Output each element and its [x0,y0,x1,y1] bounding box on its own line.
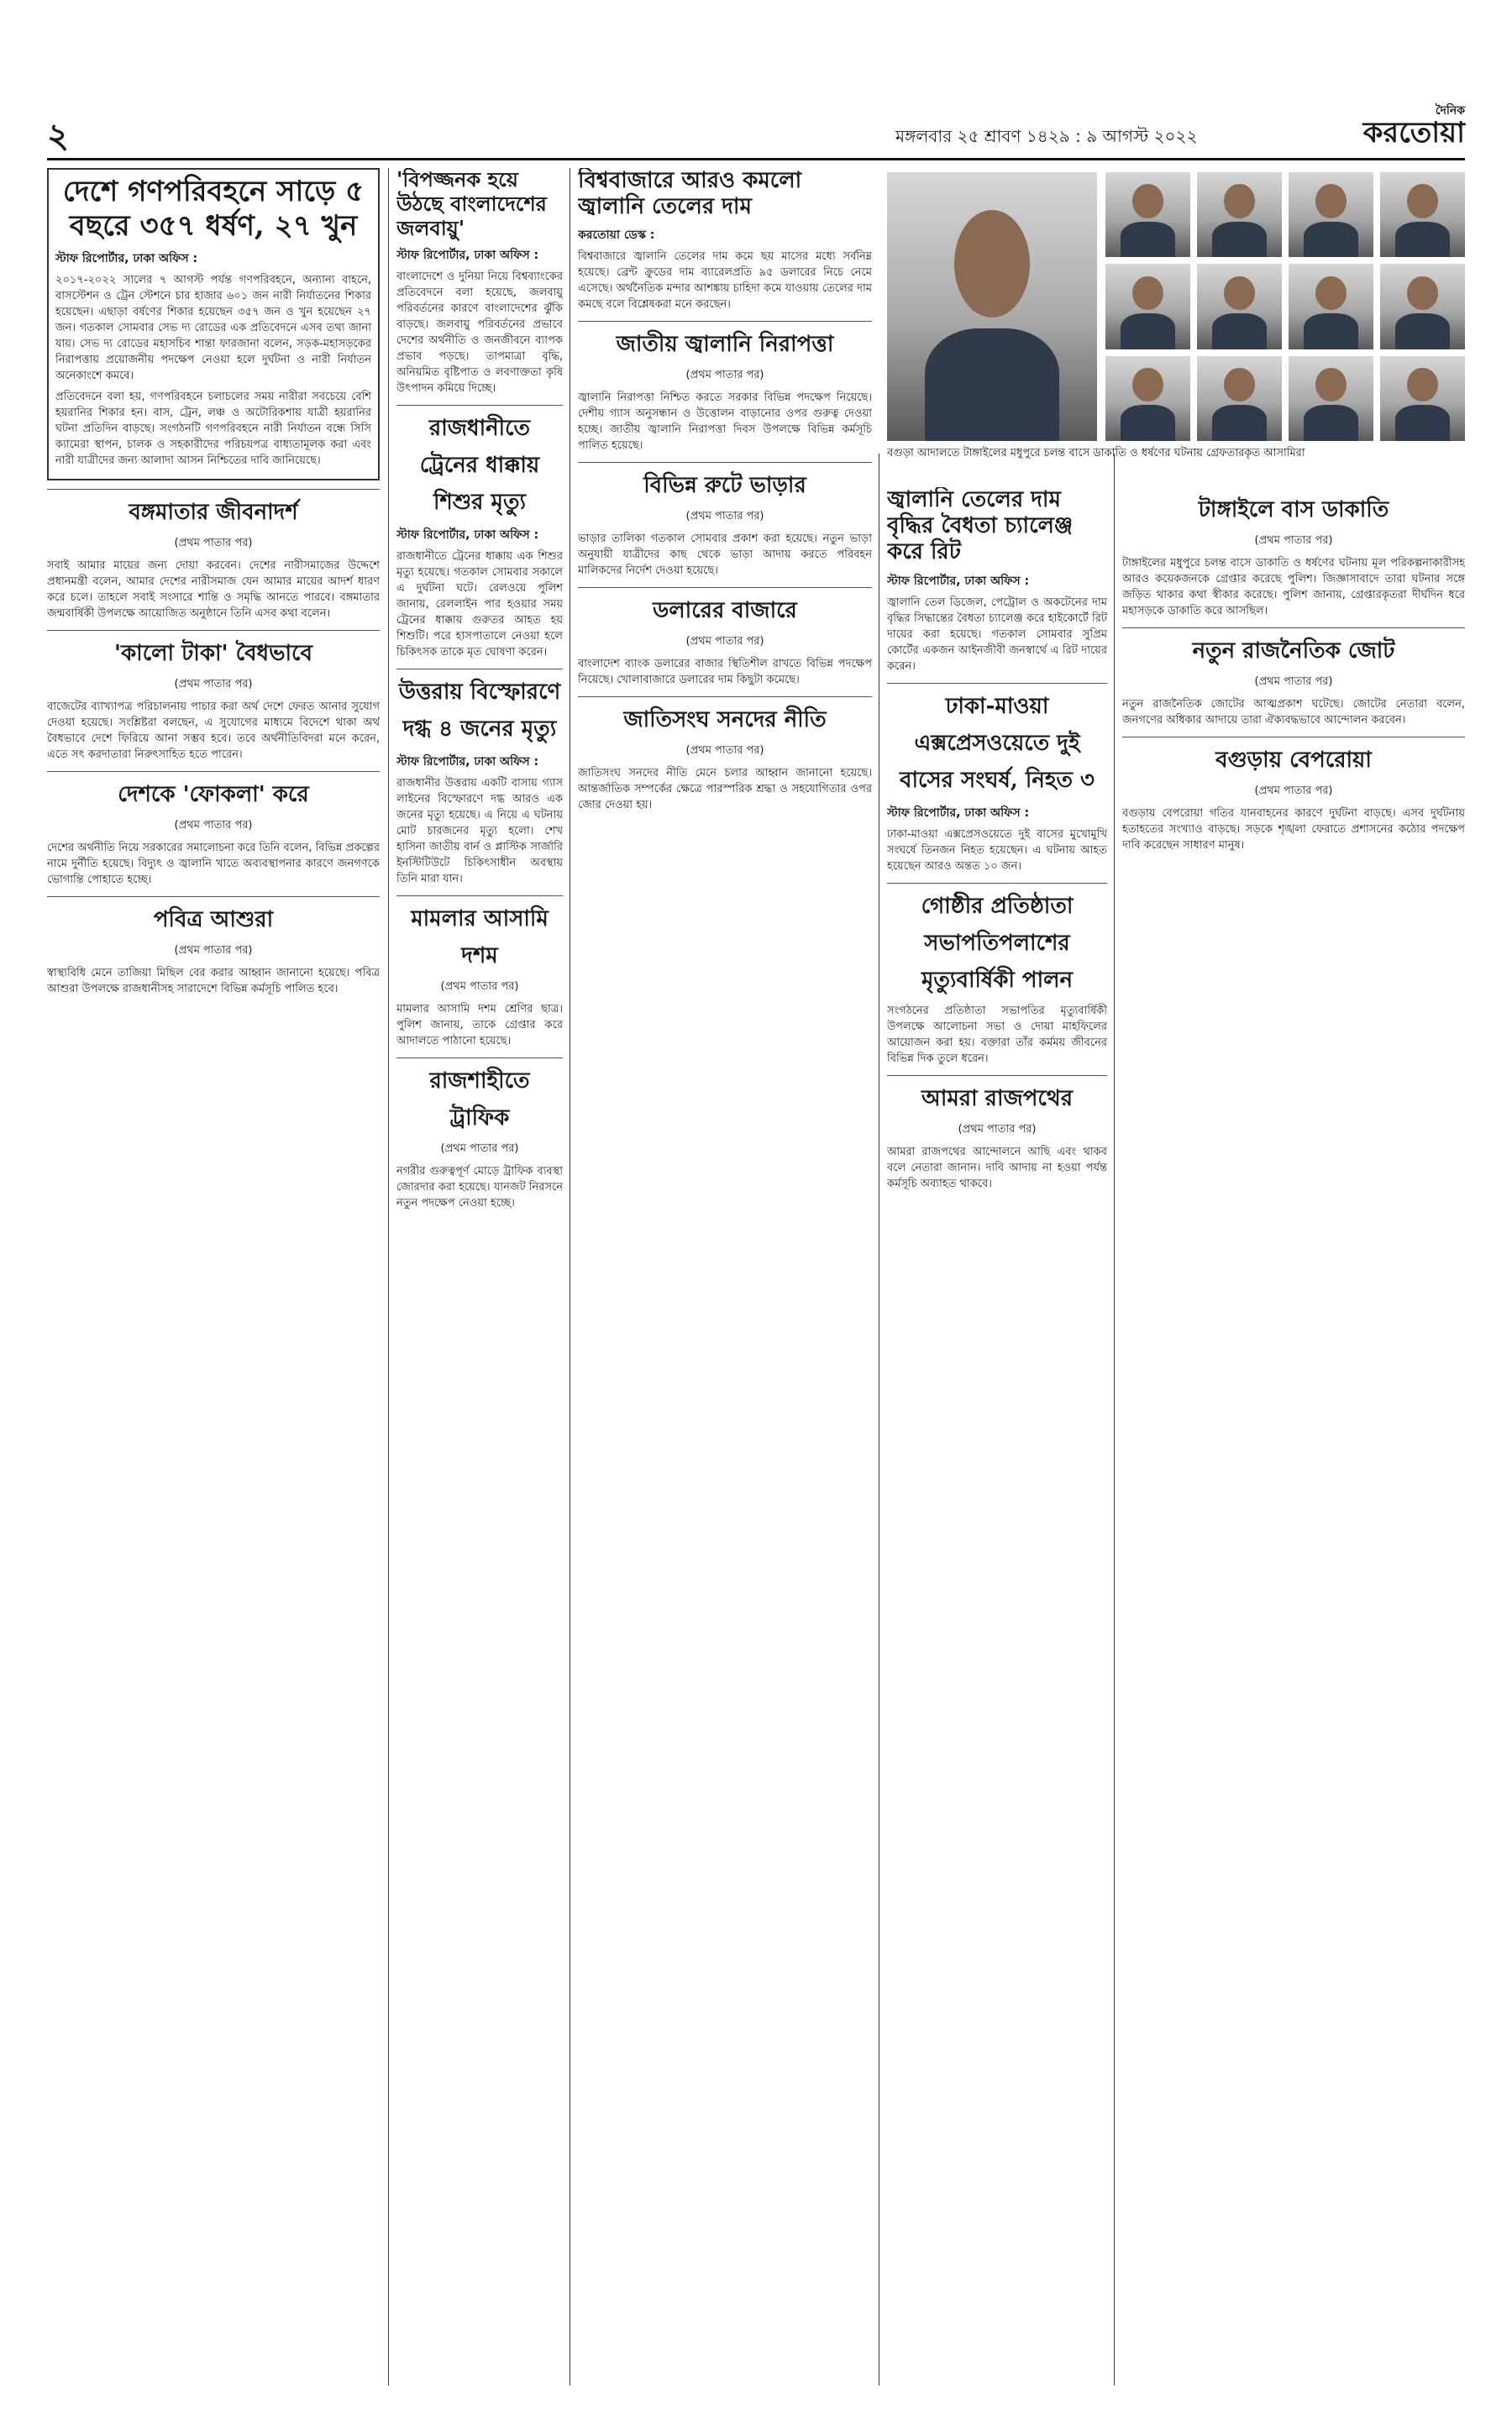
photo-suspect [1197,356,1282,441]
paragraph: বাংলাদেশ ব্যাংক ডলারের বাজার স্থিতিশীল রাখতে বিভিন্ন পদক্ষেপ নিয়েছে। খোলাবাজারে ডলারের দাম কিছুটা কমেছে। [578,658,872,687]
paragraph: নগরীর গুরুত্বপূর্ণ মোড়ে ট্রাফিক ব্যবস্থা জোরদার করা হয়েছে। যানজট নিরসনে নতুন পদক্ষেপ নেওয়া হচ্ছে। [396,1165,563,1210]
byline: স্টাফ রিপোর্টার, ঢাকা অফিস : [396,755,539,769]
continued-label: (প্রথম পাতার পর) [685,369,764,382]
section-head: আমরা রাজপথের [887,1075,1107,1118]
headline: জ্বালানি তেলের দাম বৃদ্ধির বৈধতা চ্যালেঞ্জ করে রিট [887,487,1074,565]
byline: স্টাফ রিপোর্টার, ঢাকা অফিস : [396,528,539,543]
section-head: রাজধানীতে ট্রেনের ধাক্কায় শিশুর মৃত্যু [396,405,563,522]
photo-suspect-main [887,172,1097,441]
photo-suspect [1105,356,1190,441]
continued-label: (প্রথম পাতার পর) [685,635,764,648]
continued-label: (প্রথম পাতার পর) [174,536,253,549]
paragraph: ঢাকা-মাওয়া এক্সপ্রেসওয়েতে দুই বাসের মুখোমুখি সংঘর্ষে তিনজন নিহত হয়েছেন। এ ঘটনায় আহত হয়েছেন আরও অন্তত ১০ জন। [887,827,1107,873]
paragraph: জ্বালানি নিরাপত্তা নিশ্চিত করতে সরকার বিভিন্ন পদক্ষেপ নিয়েছে। দেশীয় গ্যাস অনুসন্ধান ও উত্তোলন বাড়ানোর ওপর গুরুত্ব দেওয়া হচ্ছে। জাতীয় জ্বালানি নিরাপত্তা দিবস উপলক্ষে বিভিন্ন কর্মসূচি পালিত হয়েছে। [578,391,872,453]
photo-suspect [1380,356,1465,441]
paragraph: টাঙ্গাইলের মধুপুরে চলন্ত বাসে ডাকাতি ও ধর্ষণের ঘটনায় মূল পরিকল্পনাকারীসহ আরও কয়েকজনকে গ্রেপ্তার করেছে পুলিশ। জিজ্ঞাসাবাদে তারা ঘটনার সঙ্গে জড়িত থাকার কথা স্বীকার করেছে। পুলিশ জানায়, গ্রেপ্তারকৃতরা দীর্ঘদিন ধরে মহাসড়কে ডাকাতি করে আসছিল। [1122,557,1465,617]
column-rule [1114,454,1115,2385]
continued-label: (প্রথম পাতার পর) [958,1122,1037,1136]
newspaper-logo [1356,104,1465,151]
photo-suspect [1289,264,1373,349]
section-head: নতুন রাজনৈতিক জোট [1122,627,1465,670]
photo-suspect [1289,356,1373,441]
section-head: ডলারের বাজারে [578,587,872,630]
continued-label: (প্রথম পাতার পর) [685,510,764,523]
paragraph: রাজধানীর উত্তরায় একটি বাসায় গ্যাস লাইনের বিস্ফোরণে দগ্ধ আরও এক জনের মৃত্যু হয়েছে। এ নিয়ে এ ঘটনায় মোট চারজনের মৃত্যু হলো। শেখ হাসিনা জাতীয় বার্ন ও প্লাস্টিক সার্জারি ইনস্টিটিউটে চিকিৎসাধীন অবস্থায় তিনি মারা যান। [396,777,563,886]
section-head: টাঙ্গাইলে বাস ডাকাতি [1198,497,1389,522]
continued-label: (প্রথম পাতার পর) [440,1142,519,1156]
section-head: জাতীয় জ্বালানি নিরাপত্তা [578,321,872,364]
masthead [47,104,1465,160]
photo-suspect [1105,264,1190,349]
column-4 [887,487,1107,2385]
section-head: পবিত্র আশুরা [47,896,380,939]
byline: স্টাফ রিপোর্টার, ঢাকা অফিস : [887,574,1030,588]
paragraph: বাজেটের ব্যাখ্যাপত্র পরিচালনায় পাচার করা অর্থ দেশে ফেরত আনার সুযোগ দেওয়া হয়েছে। সংশ্লিষ্টরা বলছেন, এ সুযোগের মাধ্যমে বিদেশে থাকা অর্থ বৈধভাবে দেশে ফিরিয়ে আনা সম্ভব হবে। তবে অর্থনীতিবিদরা মনে করেন, এতে সৎ করদাতারা নিরুৎসাহিত হতে পারেন। [47,700,380,761]
paragraph: নতুন রাজনৈতিক জোটের আত্মপ্রকাশ ঘটেছে। জোটের নেতারা বলেন, জনগণের অধিকার আদায়ে তারা ঐক্যবদ্ধভাবে আন্দোলন করবেন। [1122,698,1465,727]
paragraph: বিশ্ববাজারে জ্বালানি তেলের দাম কমে ছয় মাসের মধ্যে সর্বনিম্ন হয়েছে। ব্রেন্ট ক্রুডের দাম ব্যারেলপ্রতি ৯৫ ডলারের নিচে নেমে এসেছে। অর্থনৈতিক মন্দার আশঙ্কায় চাহিদা কমে যাওয়ায় তেলের দাম কমছে বলে বিশ্লেষকরা মনে করছেন। [578,250,872,312]
byline: স্টাফ রিপোর্টার, ঢাকা অফিস : [887,806,1030,820]
paragraph: আমরা রাজপথের আন্দোলনে আছি এবং থাকব বলে নেতারা জানান। দাবি আদায় না হওয়া পর্যন্ত কর্মসূচি অব্যাহত থাকবে। [887,1145,1107,1190]
paragraph: সংগঠনের প্রতিষ্ঠাতা সভাপতির মৃত্যুবার্ষিকী উপলক্ষে আলোচনা সভা ও দোয়া মাহফিলের আয়োজন করা হয়। বক্তারা তাঁর কর্মময় জীবনের বিভিন্ন দিক তুলে ধরেন। [887,1004,1107,1065]
section-head: দেশকে 'ফোকলা' করে [47,771,380,814]
photo-suspect [1105,172,1190,257]
section-head: উত্তরায় বিস্ফোরণে দগ্ধ ৪ জনের মৃত্যু [396,669,563,748]
column-3 [578,168,872,2385]
paragraph: মামলার আসামি দশম শ্রেণির ছাত্র। পুলিশ জানায়, তাকে গ্রেপ্তার করে আদালতে পাঠানো হয়েছে। [396,1003,563,1048]
paragraph: সবাই আমার মায়ের জন্য দোয়া করবেন। দেশের নারীসমাজের উদ্দেশে প্রধানমন্ত্রী বলেন, আমার দেশের নারীসমাজ যেন আমার মায়ের আদর্শ ধারণ করে চলে। তাহলে সবাই সংসারে শান্তি ও সমৃদ্ধি আনতে পারবে। বঙ্গমাতার জন্মবার্ষিকী উপলক্ষে আয়োজিত অনুষ্ঠানে তিনি এসব কথা বলেন। [47,559,380,620]
section-head: গোষ্ঠীর প্রতিষ্ঠাতা সভাপতিপলাশের মৃত্যুবার্ষিকী পালন [887,883,1107,1000]
section-head: রাজশাহীতে ট্রাফিক [396,1058,563,1137]
paragraph: প্রতিবেদনে বলা হয়, গণপরিবহনে চলাচলের সময় নারীরা সবচেয়ে বেশি হয়রানির শিকার হন। বাস, ট্রেন, লঞ্চ ও অটোরিকশায় যাত্রী হয়রানির ঘটনা প্রতিদিন বাড়ছে। সংগঠনটি গণপরিবহনে নারী নির্যাতন বন্ধে সিসি ক্যামেরা স্থাপন, চালক ও সহকারীদের পরিচয়পত্র বাধ্যতামূলক করা এবং নারী যাত্রীদের জন্য আলাদা আসন নিশ্চিতের দাবি জানিয়েছে। [55,390,371,467]
paragraph: দেশের অর্থনীতি নিয়ে সরকারের সমালোচনা করে তিনি বলেন, বিভিন্ন প্রকল্পের নামে দুর্নীতি হয়েছে। বিদ্যুৎ ও জ্বালানি খাতে অব্যবস্থাপনার কারণে জনগণকে ভোগান্তি পোহাতে হচ্ছে। [47,841,380,886]
byline: স্টাফ রিপোর্টার, ঢাকা অফিস : [55,251,198,265]
byline: স্টাফ রিপোর্টার, ঢাকা অফিস : [396,249,539,263]
photo-suspect [1197,264,1282,349]
article-transport [47,168,380,480]
column-2 [396,168,563,2385]
headline: বিশ্ববাজারে আরও কমলো জ্বালানি তেলের দাম [578,168,802,220]
section-head: বিভিন্ন রুটে ভাড়ার [578,462,872,505]
photo-caption: বগুড়া আদালতে টাঙ্গাইলের মধুপুরে চলন্ত বাসে ডাকাতি ও ধর্ষণের ঘটনায় গ্রেফতারকৃত আসামিরা [887,447,1305,459]
continued-label: (প্রথম পাতার পর) [174,818,253,832]
column-1 [47,168,380,2385]
paragraph: বাংলাদেশে ও দুনিয়া নিয়ে বিশ্বব্যাংকের প্রতিবেদনে বলা হয়েছে, জলবায়ু পরিবর্তনের কারণে বাংলাদেশের ঝুঁকি বাড়ছে। জলবায়ু পরিবর্তনের প্রভাবে দেশের অর্থনীতি ও জনজীবনে ব্যাপক প্রভাব পড়ছে। তাপমাত্রা বৃদ্ধি, অনিয়মিত বৃষ্টিপাত ও লবণাক্ততা কৃষি উৎপাদন কমিয়ে দিচ্ছে। [396,270,563,396]
photo-suspect [1197,172,1282,257]
section-head: বগুড়ায় বেপরোয়া [1122,737,1465,779]
continued-label: (প্রথম পাতার পর) [174,677,253,690]
logo-big: করতোয়া [1362,116,1465,150]
continued-label: (প্রথম পাতার পর) [440,980,519,994]
paragraph: রাজধানীতে ট্রেনের ধাক্কায় এক শিশুর মৃত্যু হয়েছে। গতকাল সোমবার সকালে এ দুর্ঘটনা ঘটে। রেলওয়ে পুলিশ জানায়, রেললাইন পার হওয়ার সময় ট্রেনের ধাক্কায় গুরুতর আহত হয় শিশুটি। পরে হাসপাতালে নেওয়া হলে চিকিৎসক তাকে মৃত ঘোষণা করেন। [396,550,563,659]
photo-suspect [1380,264,1465,349]
continued-label: (প্রথম পাতার পর) [1254,675,1333,688]
continued-label: (প্রথম পাতার পর) [685,744,764,758]
photo-suspect [1380,172,1465,257]
column-rule [388,168,389,2385]
paragraph: জ্বালানি তেল ডিজেল, পেট্রোল ও অকটেনের দাম বৃদ্ধির সিদ্ধান্তের বৈধতা চ্যালেঞ্জ করে হাইকোর্টে রিট দায়ের করা হয়েছে। গতকাল সোমবার সুপ্রিম কোর্টের একজন আইনজীবী জনস্বার্থে এ রিট দায়ের করেন। [887,596,1107,673]
continued-label: (প্রথম পাতার পর) [174,943,253,957]
headline: 'বিপজ্জনক হয়ে উঠছে বাংলাদেশের জলবায়ু' [396,168,547,240]
continued-label: (প্রথম পাতার পর) [1254,534,1333,547]
section-head: বঙ্গমাতার জীবনাদর্শ [47,489,380,532]
logo-small: দৈনিক [1435,104,1465,118]
photo-suspect [1289,172,1373,257]
issue-date: মঙ্গলবার ২৫ শ্রাবণ ১৪২৯ : ৯ আগস্ট ২০২২ [895,126,1198,146]
paragraph: ভাড়ার তালিকা গতকাল সোমবার প্রকাশ করা হয়েছে। নতুন ভাড়া অনুযায়ী যাত্রীদের কাছ থেকে ভাড়া আদায় করতে পরিবহন মালিকদের নির্দেশ দেওয়া হয়েছে। [578,533,872,578]
page-number: ২ [47,117,70,155]
section-head: 'কালো টাকা' বৈধভাবে [47,630,380,673]
column-5 [1122,487,1465,2385]
section-head: মামলার আসামি দশম [396,895,563,975]
paragraph: স্বাস্থ্যবিধি মেনে তাজিয়া মিছিল বের করার আহ্বান জানানো হয়েছে। পবিত্র আশুরা উপলক্ষে রাজধানীসহ সারাদেশে বিভিন্ন কর্মসূচি পালিত হবে। [47,966,380,995]
paragraph: জাতিসংঘ সনদের নীতি মেনে চলার আহ্বান জানানো হয়েছে। আন্তর্জাতিক সম্পর্কের ক্ষেত্রে পারস্পরিক শ্রদ্ধা ও সহযোগিতার ওপর জোর দেওয়া হয়। [578,767,872,812]
byline: করতোয়া ডেস্ক : [578,228,655,243]
continued-label: (প্রথম পাতার পর) [1254,785,1333,797]
paragraph: ২০১৭-২০২২ সালের ৭ আগস্ট পর্যন্ত গণপরিবহনে, অন্যান্য বাহনে, বাসস্টেশন ও ট্রেন স্টেশনে চার হাজার ৬০১ জন নারী নির্যাতনের শিকার হয়েছেন। এছাড়া বর্ষণের শিকার হয়েছেন ৩৫৭ জন ও খুন হয়েছেন ২৭ জন। গতকাল সোমবার সেভ দ্য রোডের এক প্রতিবেদনে এসব তথ্য জানা যায়। সেভ দ্য রোডের মহাসচিব শান্তা ফারজানা বলেন, সড়ক-মহাসড়কের নিরাপত্তায় প্রয়োজনীয় পদক্ষেপ নেওয়া হলে দুর্ঘটনা ও নারী নির্যাতন অনেকাংশে কমবে। [55,273,371,382]
section-head: ঢাকা-মাওয়া এক্সপ্রেসওয়েতে দুই বাসের সংঘর্ষ, নিহত ৩ [887,683,1107,800]
headline: দেশে গণপরিবহনে সাড়ে ৫ বছরে ৩৫৭ ধর্ষণ, ২৭ খুন [62,175,365,243]
paragraph: বগুড়ায় বেপরোয়া গতির যানবাহনের কারণে দুর্ঘটনা বাড়ছে। এসব দুর্ঘটনায় হতাহতের সংখ্যাও বাড়ছে। সড়কে শৃঙ্খলা ফেরাতে প্রশাসনের কঠোর পদক্ষেপ দাবি করেছেন সাধারণ মানুষ। [1122,807,1465,852]
section-head: জাতিসংঘ সনদের নীতি [578,696,872,739]
photo-grid-suspects [1105,172,1465,441]
